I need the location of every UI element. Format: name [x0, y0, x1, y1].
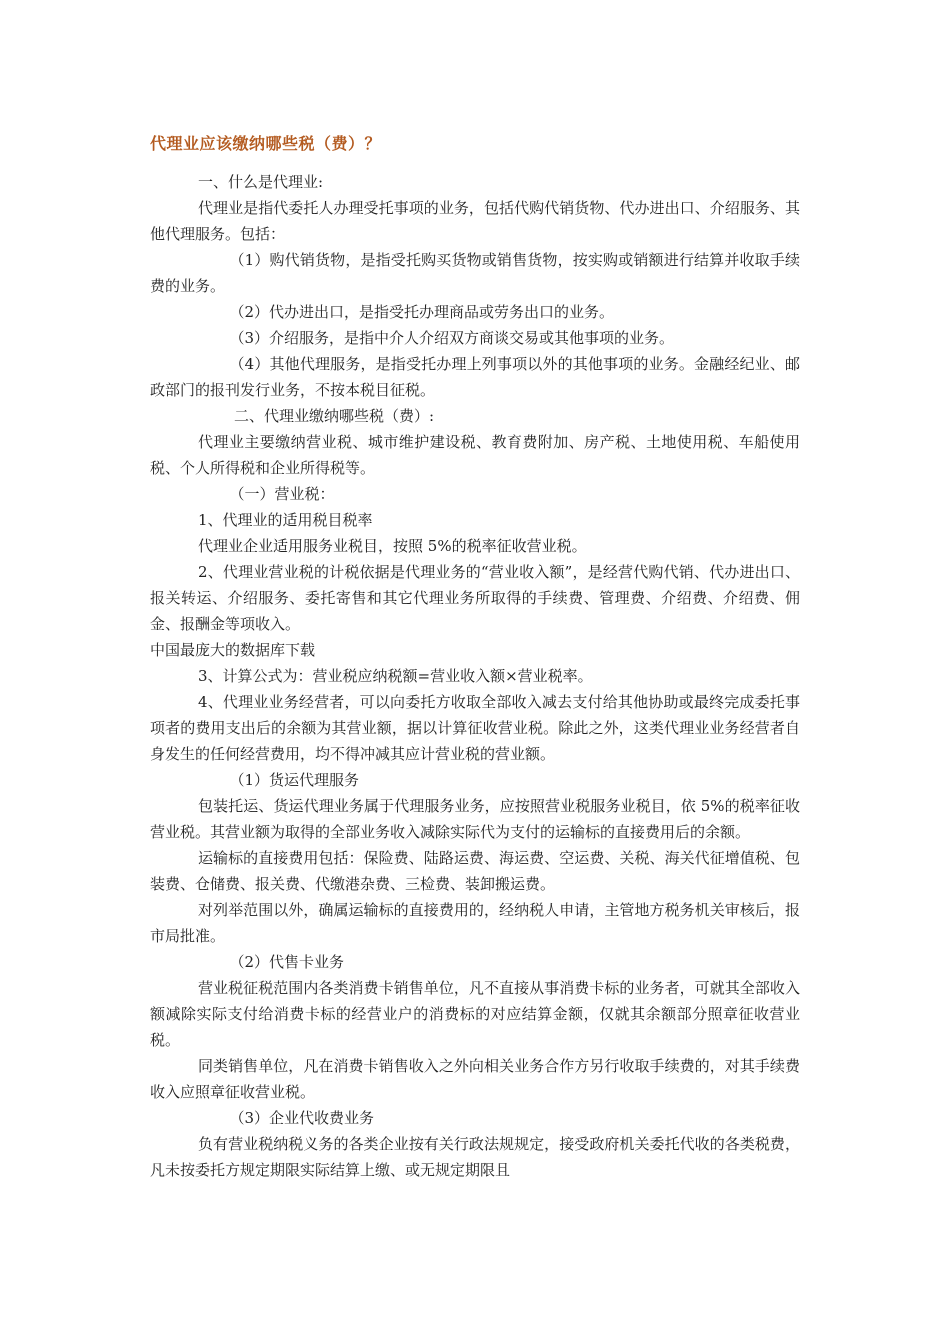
paragraph: （4）其他代理服务，是指受托办理上列事项以外的其他事项的业务。金融经纪业、邮政部门的报刊发行业务，不按本税目征税。	[150, 355, 800, 399]
paragraph: 包装托运、货运代理业务属于代理服务业务，应按照营业税服务业税目，依 5%的税率征收营业税。其营业额为取得的全部业务收入减除实际代为支付的运输标的直接费用后的余额。	[150, 797, 800, 841]
paragraph: 运输标的直接费用包括：保险费、陆路运费、海运费、空运费、关税、海关代征增值税、包装费、仓储费、报关费、代缴港杂费、三检费、装卸搬运费。	[150, 849, 800, 893]
document-title: 代理业应该缴纳哪些税（费）？	[150, 134, 382, 153]
paragraph: 1、代理业的适用税目税率	[198, 511, 373, 529]
paragraph: （2）代售卡业务	[229, 953, 345, 971]
paragraph: （3）介绍服务，是指中介人介绍双方商谈交易或其他事项的业务。	[229, 329, 675, 347]
paragraph: （1）货运代理服务	[229, 771, 360, 789]
paragraph: 4、代理业业务经营者，可以向委托方收取全部收入减去支付给其他协助或最终完成委托事项者的费用支出后的余额为其营业额，据以计算征收营业税。除此之外，这类代理业业务经营者自身发生的任何经营费用，均不得冲减其应计营业税的营业额。	[150, 693, 800, 763]
paragraph: 代理业主要缴纳营业税、城市维护建设税、教育费附加、房产税、土地使用税、车船使用税、个人所得税和企业所得税等。	[150, 433, 800, 477]
paragraph: （3）企业代收费业务	[229, 1109, 375, 1127]
paragraph: 3、计算公式为：营业税应纳税额=营业收入额×营业税率。	[198, 667, 593, 685]
paragraph: 对列举范围以外，确属运输标的直接费用的，经纳税人申请，主管地方税务机关审核后，报市局批准。	[150, 901, 800, 945]
paragraph: 中国最庞大的数据库下载	[150, 641, 316, 659]
paragraph: （2）代办进出口，是指受托办理商品或劳务出口的业务。	[229, 303, 615, 321]
paragraph: 一、什么是代理业:	[198, 173, 324, 191]
paragraph: 同类销售单位，凡在消费卡销售收入之外向相关业务合作方另行收取手续费的，对其手续费收入应照章征收营业税。	[150, 1057, 800, 1101]
paragraph: （1）购代销货物，是指受托购买货物或销售货物，按实购或销额进行结算并收取手续费的业务。	[150, 251, 800, 295]
paragraph: 2、代理业营业税的计税依据是代理业务的“营业收入额”，是经营代购代销、代办进出口、报关转运、介绍服务、委托寄售和其它代理业务所取得的手续费、管理费、介绍费、介绍费、佣金、报酬金等项收入。	[150, 563, 800, 633]
paragraph: 营业税征税范围内各类消费卡销售单位，凡不直接从事消费卡标的业务者，可就其全部收入额减除实际支付给消费卡标的经营业户的消费标的对应结算金额，仅就其余额部分照章征收营业税。	[150, 979, 800, 1049]
document-body	[150, 169, 800, 1183]
paragraph: （一）营业税：	[229, 485, 335, 503]
paragraph: 二、代理业缴纳哪些税（费）:	[234, 407, 435, 425]
paragraph: 代理业是指代委托人办理受托事项的业务，包括代购代销货物、代办进出口、介绍服务、其他代理服务。包括：	[150, 199, 800, 243]
paragraph: 负有营业税纳税义务的各类企业按有关行政法规规定，接受政府机关委托代收的各类税费，凡未按委托方规定期限实际结算上缴、或无规定期限且	[150, 1135, 800, 1179]
paragraph: 代理业企业适用服务业税目，按照 5%的税率征收营业税。	[198, 537, 587, 555]
